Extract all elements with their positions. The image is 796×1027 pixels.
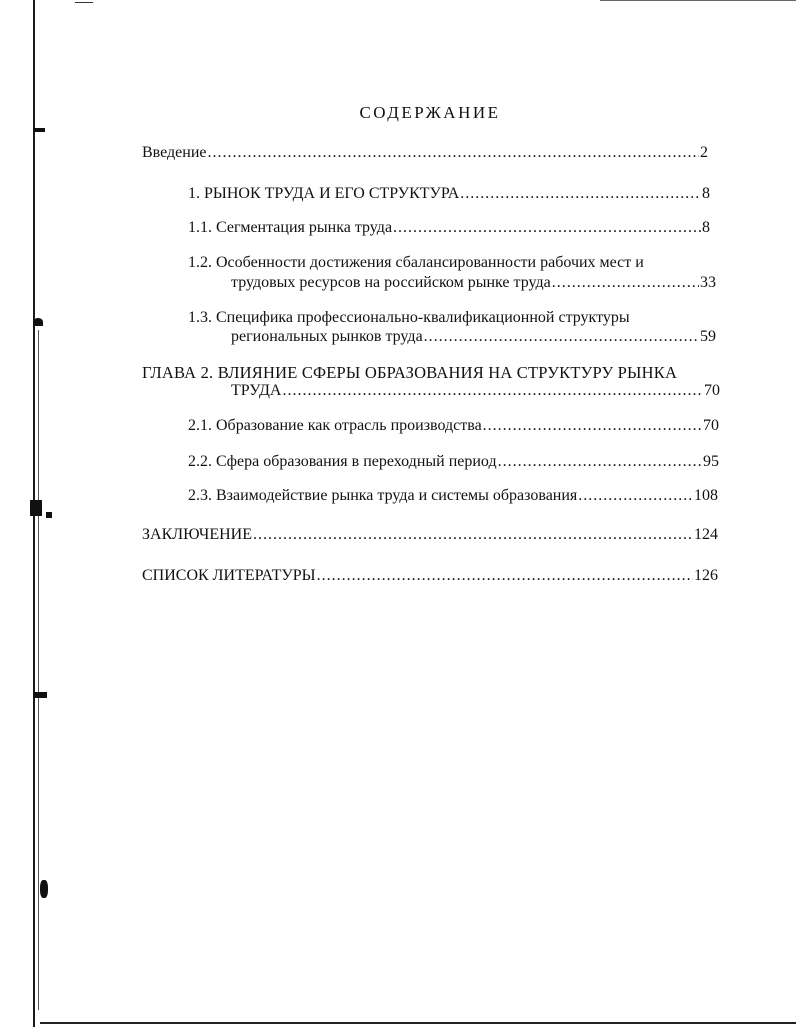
toc-leader-dots [578, 487, 693, 505]
toc-entry-chapter-2 [231, 382, 720, 400]
toc-entry-1-2 [231, 274, 716, 292]
toc-leader-dots [317, 567, 693, 585]
toc-entry-1-3 [231, 328, 716, 346]
scan-top-mark [75, 2, 93, 3]
toc-entry-chapter-1 [188, 185, 710, 203]
toc-leader-dots [393, 219, 701, 237]
toc-entry-label: ТРУДА [231, 382, 282, 399]
scan-speck [40, 880, 48, 898]
toc-entry-label: 2.2. Сфера образования в переходный период [188, 453, 497, 470]
toc-leader-dots [460, 185, 701, 203]
toc-entry-conclusion [142, 526, 718, 544]
toc-leader-dots [424, 328, 699, 346]
toc-leader-dots [208, 144, 700, 162]
toc-page-number: 8 [702, 185, 710, 202]
toc-entry-label: СПИСОК ЛИТЕРАТУРЫ [142, 567, 316, 584]
toc-page-number: 2 [700, 144, 708, 161]
toc-entry-2-1 [188, 417, 719, 435]
toc-leader-dots [498, 453, 702, 471]
toc-leader-dots [483, 417, 702, 435]
toc-leader-dots [253, 526, 693, 544]
toc-entry-introduction [142, 144, 708, 162]
toc-page-number: 8 [702, 219, 710, 236]
toc-entry-label: Введение [142, 144, 207, 161]
toc-entry-1-3-line1: 1.3. Специфика профессионально-квалификационной структуры [188, 309, 630, 326]
toc-page-number: 70 [704, 382, 720, 399]
toc-leader-dots [282, 382, 703, 400]
toc-page-number: 70 [703, 417, 719, 434]
toc-entry-chapter-2-line1: ГЛАВА 2. ВЛИЯНИЕ СФЕРЫ ОБРАЗОВАНИЯ НА СТРУКТУРУ РЫНКА [142, 363, 678, 382]
toc-entry-2-2 [188, 453, 719, 471]
toc-page-number: 59 [700, 328, 716, 345]
page-title: СОДЕРЖАНИЕ [359, 103, 501, 122]
toc-entry-label: трудовых ресурсов на российском рынке труда [231, 274, 551, 291]
toc-entry-1-2-line1: 1.2. Особенности достижения сбалансированности рабочих мест и [188, 254, 644, 271]
toc-entry-1-1 [188, 219, 710, 237]
toc-page-number: 126 [694, 567, 718, 584]
toc-entry-2-3 [188, 487, 718, 505]
toc-page-number: 95 [703, 453, 719, 470]
toc-entry-label: 2.1. Образование как отрасль производства [188, 417, 482, 434]
scan-speck [46, 512, 52, 518]
scan-speck [33, 128, 45, 132]
scan-bottom-rule [40, 1022, 796, 1024]
toc-page-number: 33 [700, 274, 716, 291]
toc-entry-label: 1.1. Сегментация рынка труда [188, 219, 393, 236]
toc-leader-dots [552, 274, 699, 292]
scan-edge-line-inner [38, 330, 39, 1010]
scan-speck [33, 318, 43, 326]
toc-page-number: 108 [694, 487, 718, 504]
toc-entry-label: региональных рынков труда [231, 328, 423, 345]
toc-entry-bibliography [142, 567, 718, 585]
toc-entry-label: 2.3. Взаимодействие рынка труда и системы образования [188, 487, 578, 504]
scan-speck [33, 692, 47, 698]
scan-top-rule [600, 0, 796, 1]
toc-entry-label: ЗАКЛЮЧЕНИЕ [142, 526, 252, 543]
toc-entry-label: 1. РЫНОК ТРУДА И ЕГО СТРУКТУРА [188, 185, 460, 202]
toc-page-number: 124 [694, 526, 718, 543]
scan-speck [30, 500, 42, 516]
